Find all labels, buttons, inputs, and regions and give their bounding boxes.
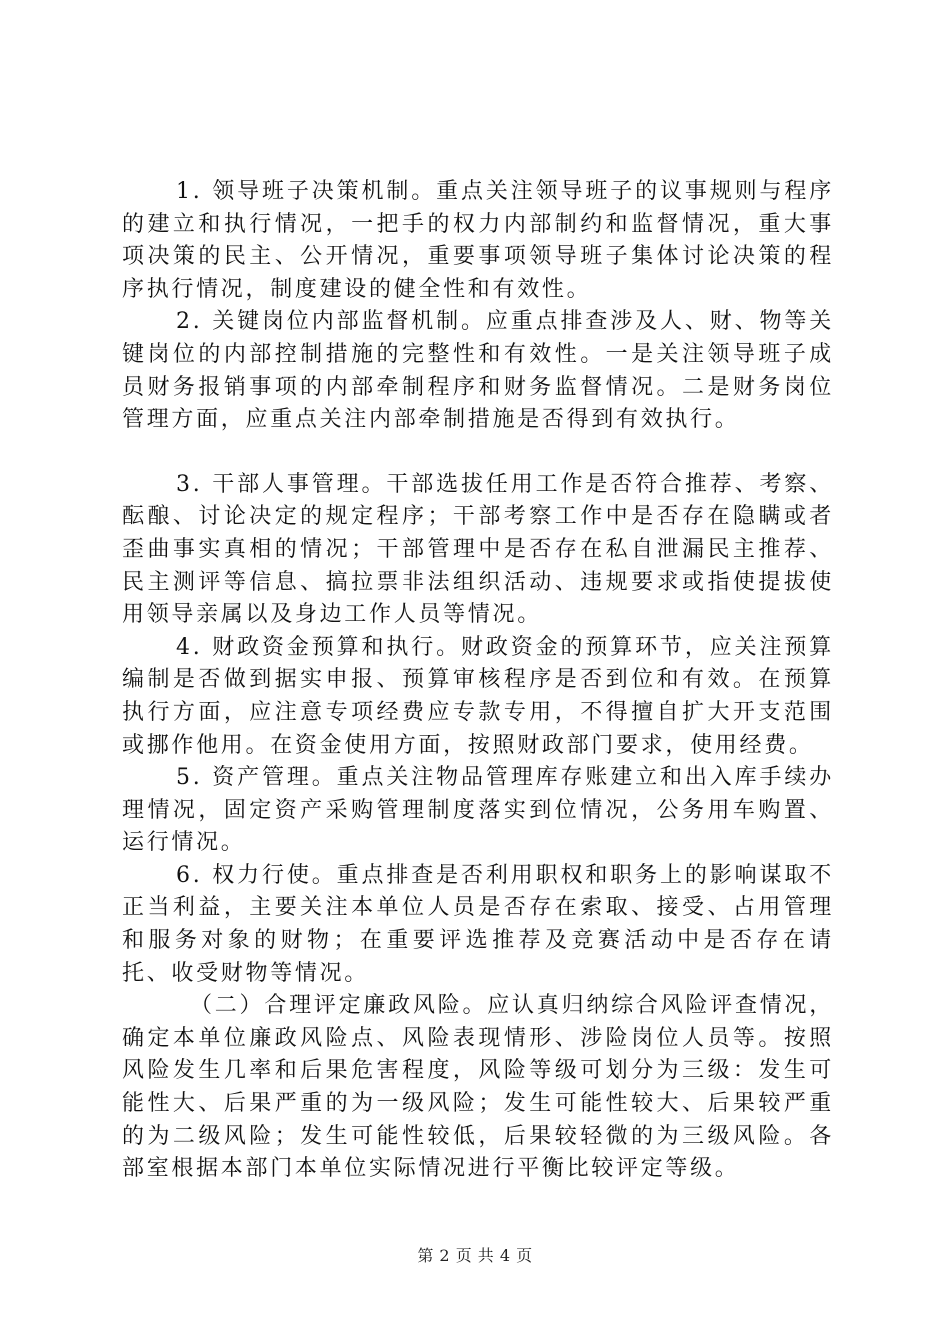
- paragraph-5: 5. 资产管理。重点关注物品管理库存账建立和出入库手续办理情况，固定资产采购管理制度落实到位情况，公务用车购置、运行情况。: [122, 765, 834, 856]
- paragraph-2: 2. 关键岗位内部监督机制。应重点排查涉及人、财、物等关键岗位的内部控制措施的完整性和有效性。一是关注领导班子成员财务报销事项的内部牵制程序和财务监督情况。二是财务岗位管理方面，应重点关注内部牵制措施是否得到有效执行。: [122, 309, 834, 433]
- paragraph-4: 4. 财政资金预算和执行。财政资金的预算环节，应关注预算编制是否做到据实申报、预算审核程序是否到位和有效。在预算执行方面，应注意专项经费应专款专用，不得擅自扩大开支范围或挪作他用。在资金使用方面，按照财政部门要求，使用经费。: [122, 634, 834, 758]
- paragraph-3: 3. 干部人事管理。干部选拔任用工作是否符合推荐、考察、酝酿、讨论决定的规定程序；干部考察工作中是否存在隐瞒或者歪曲事实真相的情况；干部管理中是否存在私自泄漏民主推荐、民主测评等信息、搞拉票非法组织活动、违规要求或指使提拔使用领导亲属以及身边工作人员等情况。: [122, 471, 834, 628]
- page-number-footer: 第 2 页 共 4 页: [417, 1246, 533, 1265]
- paragraph-7: （二）合理评定廉政风险。应认真归纳综合风险评查情况，确定本单位廉政风险点、风险表现情形、涉险岗位人员等。按照风险发生几率和后果危害程度，风险等级可划分为三级：发生可能性大、后果严重的为一级风险；发生可能性较大、后果较严重的为二级风险；发生可能性较低，后果较轻微的为三级风险。各部室根据本部门本单位实际情况进行平衡比较评定等级。: [122, 993, 834, 1182]
- document-body: [122, 176, 834, 1186]
- paragraph-6: 6. 权力行使。重点排查是否利用职权和职务上的影响谋取不正当利益，主要关注本单位人员是否存在索取、接受、占用管理和服务对象的财物；在重要评选推荐及竞赛活动中是否存在请托、收受财物等情况。: [122, 862, 834, 986]
- paragraph-1: 1. 领导班子决策机制。重点关注领导班子的议事规则与程序的建立和执行情况，一把手的权力内部制约和监督情况，重大事项决策的民主、公开情况，重要事项领导班子集体讨论决策的程序执行情况，制度建设的健全性和有效性。: [122, 179, 834, 302]
